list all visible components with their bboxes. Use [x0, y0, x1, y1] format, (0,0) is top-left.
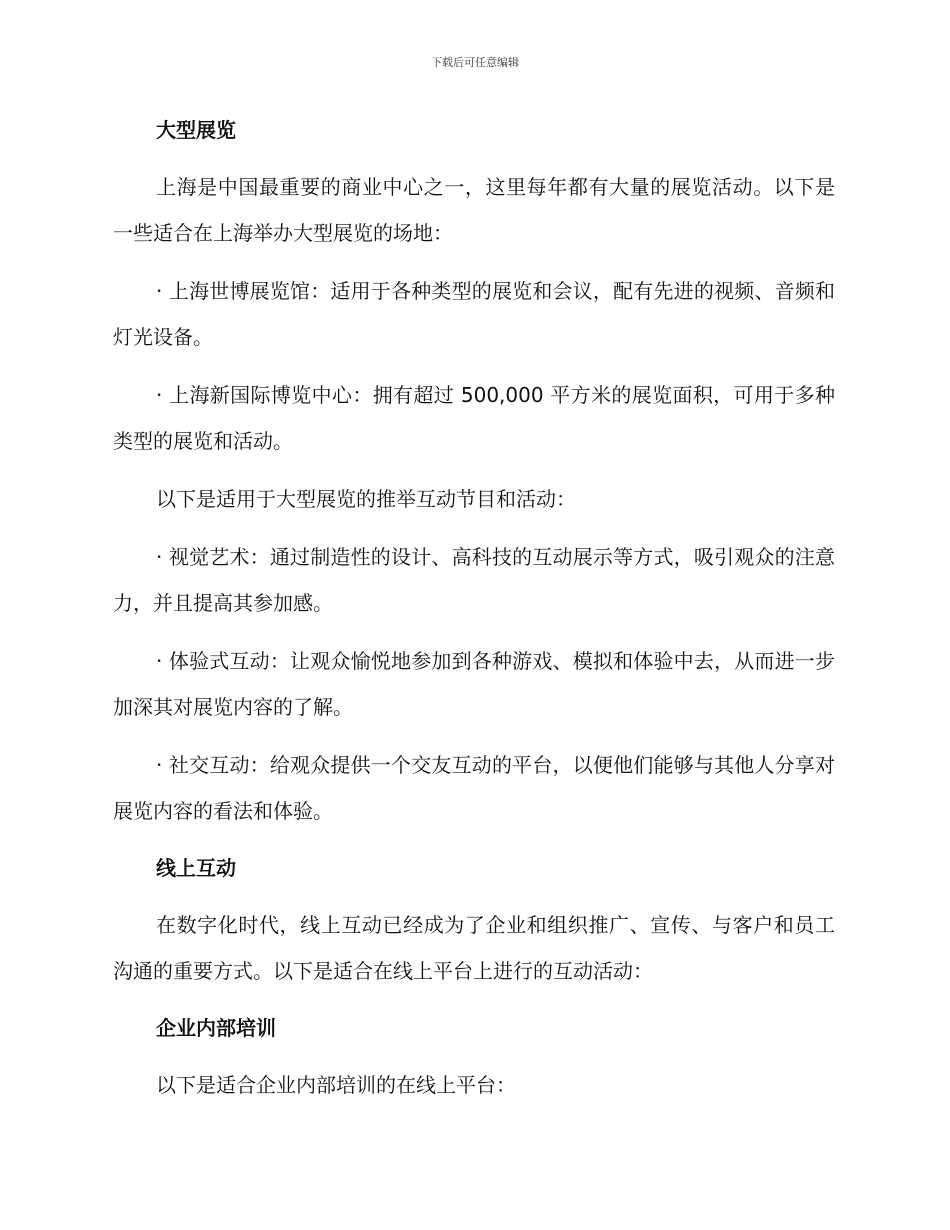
- document-body: [113, 108, 835, 1108]
- list-item-experiential: · 体验式互动：让观众愉悦地参加到各种游戏、模拟和体验中去，从而进一步加深其对展览内容的了解。: [113, 649, 835, 719]
- list-item-venue-new-intl: · 上海新国际博览中心：拥有超过 500,000 平方米的展览面积，可用于多种类型的展览和活动。: [113, 383, 835, 453]
- section-title-training: 企业内部培训: [156, 1016, 276, 1040]
- page-header-note: 下载后可任意编辑: [431, 56, 519, 69]
- list-item-social: · 社交互动：给观众提供一个交友互动的平台，以便他们能够与其他人分享对展览内容的看法和体验。: [113, 753, 835, 823]
- paragraph-activities-intro: 以下是适用于大型展览的推举互动节目和活动：: [156, 487, 576, 511]
- paragraph-exhibition-intro: 上海是中国最重要的商业中心之一，这里每年都有大量的展览活动。以下是一些适合在上海举办大型展览的场地：: [113, 175, 835, 245]
- list-item-visual-art: · 视觉艺术：通过制造性的设计、高科技的互动展示等方式，吸引观众的注意力，并且提高其参加感。: [113, 545, 835, 615]
- section-title-online: 线上互动: [156, 856, 236, 880]
- section-title-exhibition: 大型展览: [156, 118, 236, 142]
- paragraph-training-intro: 以下是适合企业内部培训的在线上平台：: [156, 1073, 516, 1097]
- list-item-venue-expo: · 上海世博展览馆：适用于各种类型的展览和会议，配有先进的视频、音频和灯光设备。: [113, 279, 835, 349]
- paragraph-online-intro: 在数字化时代，线上互动已经成为了企业和组织推广、宣传、与客户和员工沟通的重要方式。以下是适合在线上平台上进行的互动活动：: [113, 913, 835, 983]
